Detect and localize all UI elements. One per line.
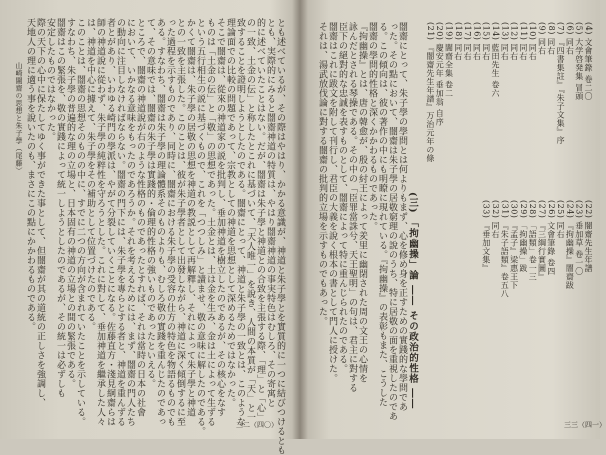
note-line: (13) 同右 xyxy=(500,22,510,61)
text-line: ところで、闇齋の神道說が右のような性格のものであったとすれば、それは當時の日本の社會 xyxy=(135,18,145,417)
note-line: (31) 『朱子語類』卷五八 xyxy=(500,200,510,298)
text-line: る。この傾向は、彼の著作の中にも明瞭に現れている。『拘幽操』の表彰もまた、こうした xyxy=(377,22,387,407)
text-line: 臣下の絕對的な忠誠を表すものとして、闇齋によって特に重んじられたのである。 xyxy=(337,22,347,374)
text-line: 『拘幽操』とは、唐の韓愈が、殷の紂王によって羑里に幽閉された周の文王の心情を xyxy=(357,22,367,383)
note-line: (4) 文會筆錄 卷二〇 xyxy=(584,22,593,101)
text-line: 詠んだとされる琴操である。その中の「臣罪當誅兮、天王聖明」の句は、君主に對する xyxy=(347,22,357,393)
text-line: 安定したものではなかった。 xyxy=(45,18,55,142)
left-page xyxy=(0,0,300,455)
note-line: (17) 同右 xyxy=(463,22,473,61)
note-line: (29) 「拘幽操」跋 xyxy=(518,200,528,273)
note-line: (18) 同右 xyxy=(453,22,463,61)
note-line: (14) 藍田先生 卷六 xyxy=(491,22,500,98)
text-line: 師の神道說に從わず、朱子學の純粹性を守ろうとした。これに對して、垂加神道を繼承した人々 xyxy=(95,18,105,427)
text-line: は、神道を中心に據えて、朱子學をその補助として位置づけたのである。 xyxy=(85,18,95,332)
text-line: かくて闇齋は、朱子學の居敬の思想を神道の教説として再解釋し、それによって朱子學と神道 xyxy=(185,18,195,417)
right-page xyxy=(300,0,606,439)
running-head: 山崎闇齋の思想と朱子學（尾藤） xyxy=(15,62,23,175)
text-line: った過程を示すものであり、同時に、闇齋における朱子學の受容の仕方の特色を物語るものでも xyxy=(165,18,175,427)
note-line: (26) 文會筆錄 卷四 xyxy=(546,200,556,276)
text-line: の一致、土金の伝」と称したとこれに基づいて、「天人唯一」を說き、人間の本質が「天」と一 xyxy=(245,18,255,422)
text-line: 理論面での比較の問題であって、宗教としての神道を思想として深めるためではなかった。 xyxy=(225,18,235,408)
note-line: (6) 同右 xyxy=(565,22,575,55)
note-line: (5) 大学啓発集 冒頭 xyxy=(574,22,584,101)
note-line: (16) 同右 xyxy=(472,22,482,61)
text-line: 闇齋はこれに跋文を附して刊行し、君臣の大義を說く根本の書として門人に授けた。 xyxy=(327,22,337,383)
note-line: (25) 同右 xyxy=(556,200,566,239)
text-line: とも述べているが、その際はやはり、かかる意識が、神道と朱子學とを實質的に一つに結びつけるとも xyxy=(275,18,285,455)
note-line: (33) 『垂加文集』 xyxy=(481,200,491,273)
note-line: (19) 闇齋全集 卷二 xyxy=(444,22,454,98)
text-line: て、その意味では、闇齋の朱子學は實踐的・倫理的性格の強いものであったといえる。 xyxy=(145,18,155,389)
note-line: (12) 同右 xyxy=(509,22,519,61)
note-line: (10) 同右 xyxy=(528,22,538,61)
section-heading: (三) 「拘幽操」論 ―― その政治的性格 ―― xyxy=(407,192,418,410)
text-line: 致することを證明しようとしたのである。闇齋にとって、神道と朱子學の一致とは、このような xyxy=(235,18,245,427)
text-line: との一致を主張した。このことは、彼が朱子學者として出發しながら、神道に深く傾倒するに至 xyxy=(175,18,185,427)
note-line: (15) 同右 xyxy=(481,22,491,61)
note-line: (30) 『孟子』梁惠王下 xyxy=(509,200,519,290)
text-line: すなわち、朱子學の普遍的な理の立場と、日本固有の神道の立場との間の緊張である。 xyxy=(65,18,75,389)
text-line: った。その點において、闇齋は朱子學の居敬窮理の說のうち、特に居敬の面を重視したのであ xyxy=(387,22,397,421)
text-line: という五行相生の説に基づくもので、これを「つつしみ」と讀ませ、敬の意味に解したのである。 xyxy=(195,18,205,436)
note-line: (8) 同右 xyxy=(546,22,556,55)
text-line: とも、実際的にみると闇齋神道の特質は、やはり闇齋神道の事実特色はむしろ、その寄寓と xyxy=(265,18,275,408)
note-line: (20) 慶安元年 垂加翁 自序 xyxy=(435,22,445,127)
note-line: (22) 闇齋先生年譜 xyxy=(584,200,593,273)
note-line: (21) 『闇齋先生年譜』万治元年の條 xyxy=(425,22,435,163)
page-number-left: 三二（四〇） xyxy=(236,421,278,429)
text-line: の動向に注目しなければならない。闇齋の門下には、朱子學を專らとする者と、神道を重んずる xyxy=(115,18,125,427)
text-line: それは、湯武放伐論に對する闇齋の批判的立場を示すものでもあった。 xyxy=(317,22,327,326)
text-line: 闇齋はこの緊張を、敬の實踐によって統一しようとしたのであるが、その統一は必ずしも xyxy=(55,18,65,398)
text-line: ある。すなわち、闇齋は朱子學の理論體系そのものよりも、むしろ敬の實踐を重んじたのであっ xyxy=(155,18,165,427)
text-line: このことは、闇齋の思想そのものの中に、すでに二つの方向が含まれていたことを示している。 xyxy=(75,18,85,427)
text-line: 闇齋の學問的性格と深くかかわるものであった。 xyxy=(367,22,377,231)
text-line: 闇齋にとって、朱子學の學問とは何よりもまず、心を修め身を正すための實踐的な學問であ xyxy=(397,22,407,412)
text-line: 的に述べていたことはない。だが、闇齋は朱子學と神道との合致を主張する際、「理」と「心」 xyxy=(255,18,265,422)
text-line: 天地人の理に適う事を說いたのも、まさにこの點にかかわるものである。 xyxy=(25,18,35,332)
text-line: において、いかなる意味をもったのであろうか。それを考えるためには、まず、闇齋の門人たち xyxy=(125,18,135,427)
text-line: 者とがあり、いわゆる崎門の學派は、やがて分裂していくことになる。佐藤直方・淺見絅齋らは xyxy=(105,18,115,427)
note-line: (9) 同右 xyxy=(537,22,547,55)
note-line: (28) 「語類」卷一三 xyxy=(528,200,538,281)
note-line: (23) 垂加草 卷一〇 xyxy=(574,200,584,276)
note-line: (24) 『拘幽操』闇齋跋 xyxy=(565,200,575,290)
text-line: ものは「土金の伝」と「敬」の思想であった。土金とは、土は金を生み、金は土によって生ずる xyxy=(205,18,215,427)
page-number-right: 三三（四一） xyxy=(564,421,606,429)
note-line: (27) 『三綱行實圖』 xyxy=(537,200,547,281)
note-line: (32) 同右 xyxy=(491,200,500,239)
note-line: (11) 同右 xyxy=(518,22,528,61)
note-line: (7) 『四書集註』『朱子文集』序 xyxy=(556,22,566,145)
text-line: そこで闇齋は、從來の神道家の説を批判し、垂加神道を樹立したのであるが、その核心をなす xyxy=(215,18,225,417)
text-line: 際の天下の心中に保たしてゆく事ができた事として、但闇齋が其の道統の正しさを強調し、 xyxy=(35,18,45,408)
